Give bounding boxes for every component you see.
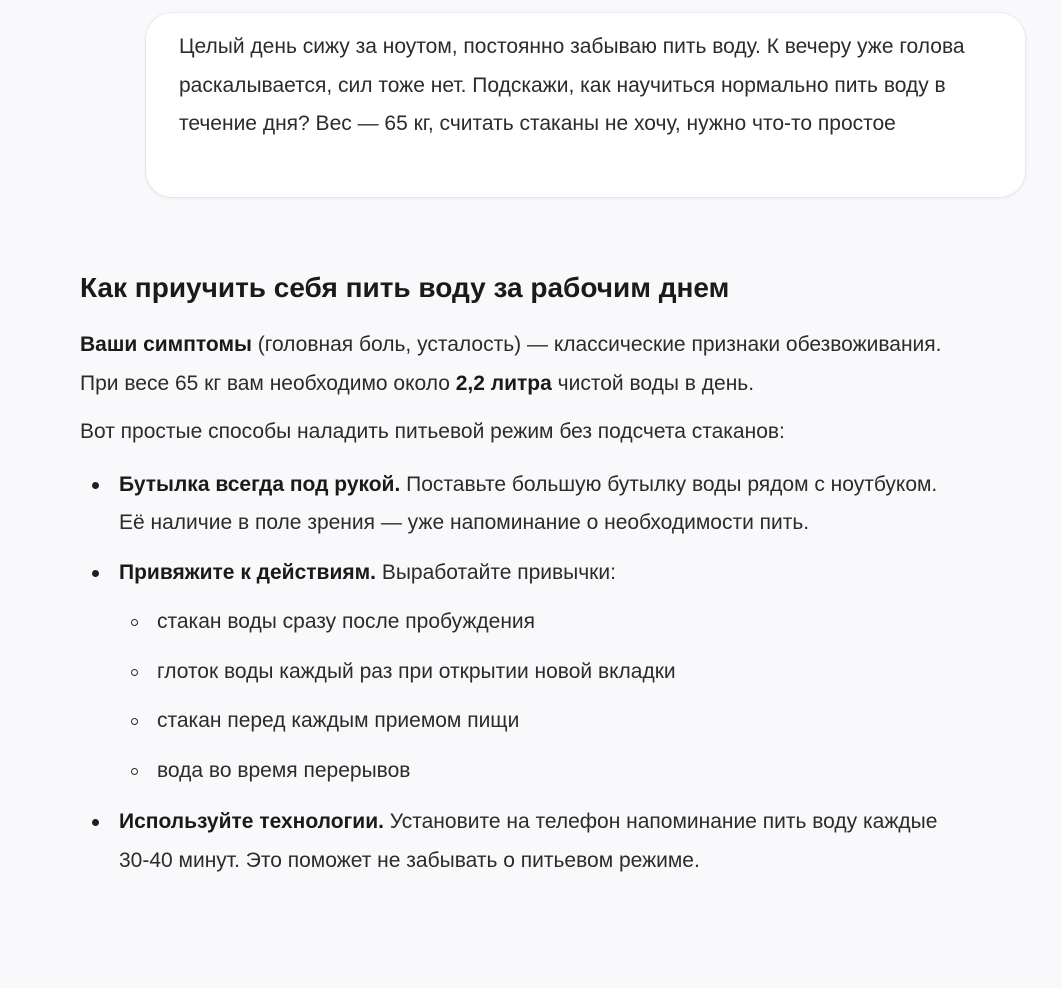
list-item xyxy=(119,653,960,692)
list-item xyxy=(80,466,960,543)
intro-text-part2: чистой воды в день. xyxy=(551,371,755,395)
habit-text: глоток воды каждый раз при открытии новой вкладки xyxy=(157,659,676,683)
tip-title: Привяжите к действиям. xyxy=(119,560,376,584)
intro-bold-symptoms: Ваши симптомы xyxy=(80,333,252,356)
list-item xyxy=(119,603,960,642)
habit-text: стакан перед каждым приемом пищи xyxy=(157,709,520,732)
list-item xyxy=(80,803,960,880)
tip-title: Бутылка всегда под рукой. xyxy=(119,472,401,496)
answer-lead: Вот простые способы наладить питьевой режим без подсчета стаканов: xyxy=(80,420,785,443)
bullet-icon xyxy=(92,482,99,489)
circle-bullet-icon xyxy=(131,669,138,676)
assistant-answer xyxy=(80,268,960,891)
tip-text: Установите на телефон напоминание пить воду каждые 30-40 минут. Это поможет не забывать о питьевом режиме. xyxy=(119,810,938,872)
tip-text: Выработайте привычки: xyxy=(375,560,616,584)
answer-intro xyxy=(80,326,960,403)
bullet-icon xyxy=(92,819,99,826)
user-message-bubble xyxy=(146,13,1025,197)
tip-title: Используйте технологии. xyxy=(119,810,384,833)
list-item xyxy=(119,702,960,741)
circle-bullet-icon xyxy=(131,718,138,725)
circle-bullet-icon xyxy=(131,619,138,626)
tips-list xyxy=(80,466,960,881)
habit-text: вода во время перерывов xyxy=(157,758,411,782)
list-item xyxy=(80,554,960,791)
list-item xyxy=(119,752,960,791)
intro-text-part1: (головная боль, усталость) — классические признаки обезвоживания. При весе 65 кг вам необходимо около xyxy=(80,333,942,395)
bullet-icon xyxy=(92,570,99,577)
circle-bullet-icon xyxy=(131,768,138,775)
intro-bold-volume: 2,2 литра xyxy=(455,371,552,395)
habit-text: стакан воды сразу после пробуждения xyxy=(157,610,536,633)
answer-title: Как приучить себя пить воду за рабочим днем xyxy=(80,272,730,303)
habits-sublist xyxy=(119,603,960,790)
tip-text: Поставьте большую бутылку воды рядом с ноутбуком. Её наличие в поле зрения — уже напоминание о необходимости пить. xyxy=(119,472,938,534)
user-message-text: Целый день сижу за ноутом, постоянно забываю пить воду. К вечеру уже голова раскалывается, сил тоже нет. Подскажи, как научиться нормально пить воду в течение дня? Вес — 65 кг, считать стаканы не хочу, нужно что-то простое xyxy=(179,35,965,135)
